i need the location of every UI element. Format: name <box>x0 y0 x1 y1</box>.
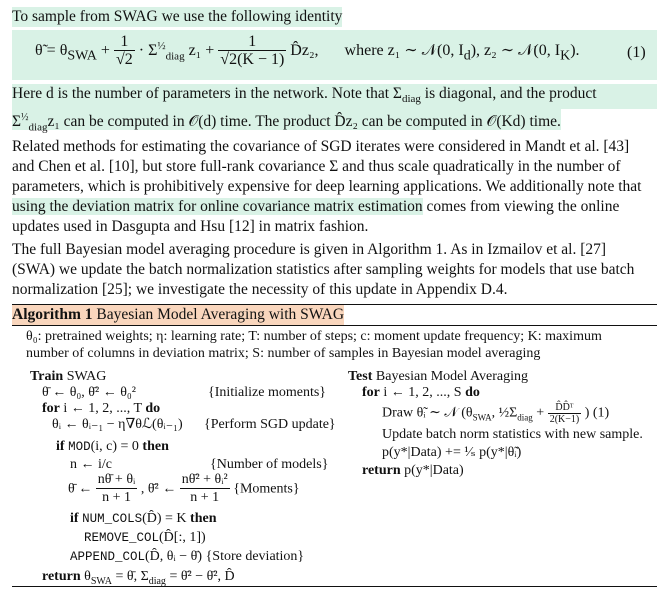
draw-frac-num: D̂D̂ᵀ <box>548 402 582 414</box>
test-line-5 <box>362 462 464 479</box>
test-return-value: p(y*|Data) <box>404 463 464 478</box>
train-name: SWAG <box>66 369 107 384</box>
train-line-2 <box>42 400 160 417</box>
para2-line3: parameters, which is prohibitively expensive for deep learning applications. We additionally note that <box>12 178 642 195</box>
return-end: = θ̄² − θ̄², D̂ <box>165 569 235 584</box>
algorithm-title: Bayesian Model Averaging with SWAG <box>96 306 345 323</box>
intro-text: To sample from SWAG we use the following identity <box>12 8 343 25</box>
test-header <box>348 368 528 385</box>
return-keyword-2: return <box>362 463 401 478</box>
moment-frac-1 <box>96 472 138 507</box>
para1-line2-sigma: Σ <box>12 113 22 131</box>
para2-line1: Related methods for estimating the covariance of SGD iterates were considered in Mandt et al. [43] <box>12 138 630 155</box>
para2-line2: and Chen et al. [10], but store full-rank covariance Σ and thus scale quadratically in the number of <box>12 158 621 175</box>
train-line-1: θ̄ ← θ₀, θ̄² ← θ₀² <box>42 385 136 400</box>
test-loop-range: i ← 1, 2, ..., S <box>383 385 462 400</box>
equation-dz2: D̂z₂, <box>290 42 319 60</box>
train-line-5-comment: {Number of models} <box>210 457 329 472</box>
num-cols-condition: (D̂) = K <box>142 511 187 526</box>
test-line-2 <box>382 402 609 425</box>
moment-frac-2-num: nθ̄² + θᵢ² <box>181 472 228 487</box>
mod-function: MOD <box>68 440 91 454</box>
remove-col-args: (D̂[:, 1]) <box>159 530 206 545</box>
return-keyword: return <box>42 569 81 584</box>
equation-lhs: θ̃ = θ <box>35 42 68 60</box>
algorithm-params-2: number of columns in deviation matrix; S: number of samples in Bayesian model averaging <box>26 346 541 361</box>
append-col-args: (D̂, θᵢ − θ̄) <box>145 549 203 564</box>
train-header <box>30 368 106 385</box>
equation-where-end: ). <box>570 42 580 60</box>
para1-line1-text: Here d is the number of parameters in the network. Note that Σ <box>12 85 402 102</box>
append-col-comment: {Store deviation} <box>205 549 305 564</box>
num-cols-function: NUM_COLS <box>82 512 143 526</box>
moment-update-comment: {Moments} <box>233 481 300 497</box>
train-line-5: n ← i/c <box>70 457 112 472</box>
test-keyword: Test <box>348 369 373 384</box>
para3-line1: The full Bayesian model averaging procedure is given in Algorithm 1. As in Izmailov et al. [27] <box>12 241 607 258</box>
if-keyword-2: if <box>70 511 79 526</box>
equation-frac2-num: 1 <box>218 34 286 51</box>
para2-line4-rest: comes from viewing the online <box>422 198 620 215</box>
train-line-3-comment: {Perform SGD update} <box>204 417 336 432</box>
draw-sigma-sub: diag <box>517 412 533 423</box>
train-line-7 <box>70 510 216 528</box>
test-line-3: Update batch norm statistics with new sample. <box>382 427 643 442</box>
train-line-9 <box>70 548 304 566</box>
draw-mid: , ½Σ <box>491 405 518 421</box>
train-line-6 <box>68 472 300 507</box>
equation-lhs-sub: SWA <box>67 48 97 64</box>
equation-1: θ̃ = $\theta_{SWA}$ + $\frac{1}{√2}$ · $\Sigma^{\frac{1}{2}}_{diag}$ z₁ + $\frac{1}{√2(K - 1)}$ D̂z₂, where z₁ ∼ 𝒩(0, $I_d$), z₂ ∼ 𝒩(0, $I_K$). <box>35 33 580 68</box>
equation-where-rest: ), z₂ ∼ 𝒩(0, I <box>470 42 561 60</box>
then-keyword-2: then <box>190 511 217 526</box>
train-line-1-comment: {Initialize moments} <box>208 385 327 400</box>
para1-line1-end: is diagonal, and the product <box>420 85 597 102</box>
remove-col-function: REMOVE_COL <box>84 531 160 545</box>
moment-frac-2-den: n + 1 <box>190 490 220 505</box>
test-line-1 <box>362 384 480 401</box>
train-line-3: θᵢ ← θᵢ₋₁ − η∇θℒ(θᵢ₋₁) <box>52 417 183 432</box>
return-theta-sub: SWA <box>90 575 112 587</box>
draw-frac <box>548 402 582 425</box>
train-line-8 <box>84 529 206 547</box>
para2-highlight: using the deviation matrix for online covariance matrix estimation <box>12 198 423 215</box>
return-theta: θ <box>84 569 91 584</box>
para1-line2-sub: diag <box>28 121 48 134</box>
para2-line5: updates used in Dasgupta and Hsu [12] in matrix fashion. <box>12 218 369 235</box>
do-keyword-2: do <box>465 385 480 400</box>
equation-number: (1) <box>627 44 646 61</box>
equation-where: where z₁ ∼ 𝒩(0, I <box>344 42 464 60</box>
para3-line2: (SWA) we update the batch normalization statistics after sampling weights for models that use batch <box>12 261 635 278</box>
draw-frac-den: 2(K−1) <box>549 414 580 425</box>
if-keyword: if <box>56 439 65 454</box>
algorithm-bottom-rule <box>12 586 657 587</box>
posterior-term: ¹⁄ₛ p(y*|θ̃ᵢ) <box>464 445 522 460</box>
for-keyword-2: for <box>362 385 380 400</box>
equation-z1: z₁ + <box>188 42 215 60</box>
draw-text: Draw θ̃ᵢ ∼ 𝒩 (θ <box>382 405 473 421</box>
para1-line2-text: z₁ can be computed in 𝒪(d) time. The product D̂z₂ can be computed in 𝒪(Kd) time. <box>47 113 561 131</box>
moment-frac-1-den: n + 1 <box>102 490 131 505</box>
para1-line1-sub: diag <box>401 93 421 106</box>
test-line-4 <box>382 444 521 461</box>
mod-condition: (i, c) = 0 <box>90 439 139 454</box>
moment-update-lhs: θ̄ ← <box>68 481 93 497</box>
equation-sigma-sub: diag <box>165 50 185 63</box>
equation-frac2-den: √2(K − 1) <box>220 51 285 68</box>
then-keyword: then <box>142 439 169 454</box>
test-name: Bayesian Model Averaging <box>375 369 529 384</box>
para2-line4 <box>12 197 619 217</box>
train-line-4 <box>56 438 169 456</box>
train-keyword: Train <box>30 369 64 384</box>
equation-where-d: d <box>463 48 471 64</box>
moment-update-mid: , θ̄² ← <box>140 481 177 497</box>
algorithm-caption <box>12 305 344 325</box>
algorithm-params-1: θ₀: pretrained weights; η: learning rate; T: number of steps; c: moment update frequency; K: maximum <box>26 329 602 344</box>
moment-frac-1-num: nθ̄ + θᵢ <box>97 472 136 487</box>
equation-frac2 <box>218 34 286 69</box>
equation-sigma: · Σ <box>138 42 158 60</box>
return-mid: = θ̄, Σ <box>111 569 149 584</box>
for-keyword: for <box>42 401 60 416</box>
train-loop-range: i ← 1, 2, ..., T <box>63 401 142 416</box>
para1-line2 <box>12 108 561 134</box>
do-keyword: do <box>145 401 161 416</box>
para1-line1 <box>12 84 657 109</box>
draw-theta-sub: SWA <box>472 412 492 423</box>
return-sigma-sub: diag <box>148 575 166 587</box>
draw-plus: + <box>532 405 548 421</box>
para3-line3: normalization [25]; we investigate the necessity of this update in Appendix D.4. <box>12 281 508 298</box>
algorithm-mid-rule <box>12 325 657 326</box>
equation-where-k: K <box>560 48 571 64</box>
equation-frac1 <box>114 34 135 69</box>
equation-frac1-den: √2 <box>115 51 133 68</box>
posterior-update: p(y*|Data) += <box>382 445 465 460</box>
moment-frac-2 <box>180 472 230 507</box>
equation-sigma-sup: ½ <box>157 39 166 52</box>
para1-line2-sup: ½ <box>21 112 29 123</box>
algorithm-label: Algorithm 1 <box>12 306 93 323</box>
draw-end: ) (1) <box>584 405 610 421</box>
append-col-function: APPEND_COL <box>70 550 146 564</box>
equation-frac1-num: 1 <box>114 34 135 51</box>
